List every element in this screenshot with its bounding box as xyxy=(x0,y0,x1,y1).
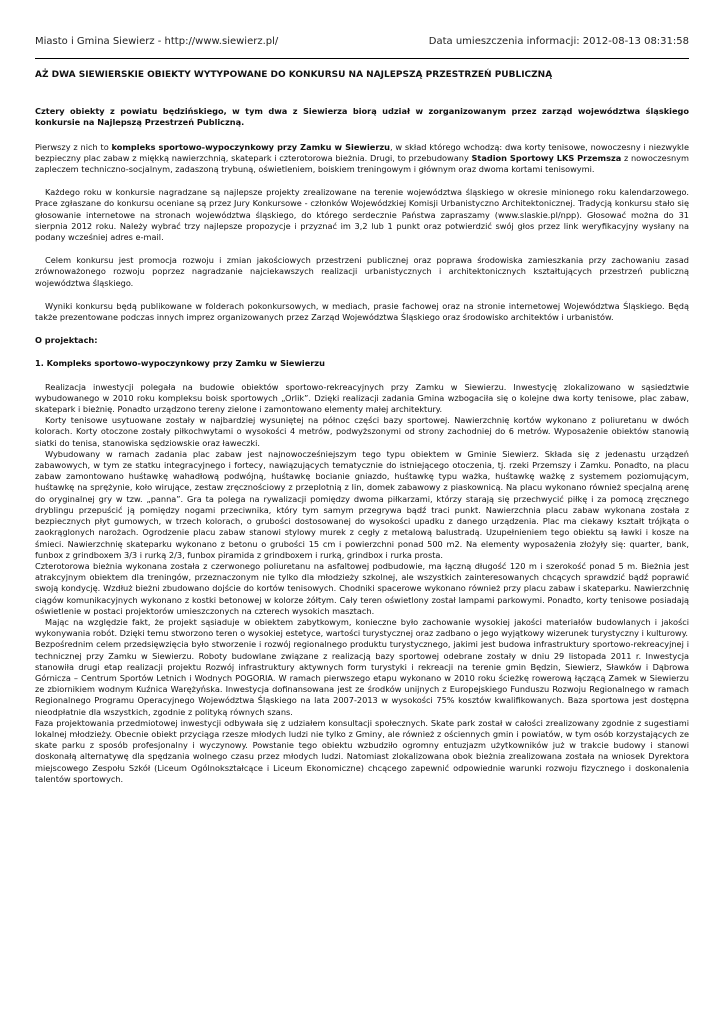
paragraph-3: Celem konkursu jest promocja rozwoju i zmian jakościowych przestrzeni publicznej oraz poprawa środowiska zamieszkania przy zachowaniu zasad zrównoważonego rozwoju poprzez nagradzanie najciekawszych realizacji urbanistycznych i architektonicznych kształtujących przestrzeń publiczną województwa śląskiego. xyxy=(35,255,689,288)
paragraph-1 xyxy=(35,142,689,176)
p1-bold-complex: kompleks sportowo-wypoczynkowy przy Zamku w Siewierzu xyxy=(111,141,390,152)
paragraph-4: Wyniki konkursu będą publikowane w folderach pokonkursowych, w mediach, prasie fachowej oraz na stronie internetowej Województwa Śląskiego. Będą także prezentowane podczas innych imprez organizowanych przez Zarząd Województwa Śląskiego oraz środowisko architektów i urbanistów. xyxy=(35,300,689,323)
project-1-paragraph: Bezpośrednim celem przedsięwzięcia było stworzenie i rozwój regionalnego produktu turystycznego, jakimi jest budowa infrastruktury sportowo-rekreacyjnej i technicznej przy Zamku w Siewierzu. Roboty budowlane związane z realizacją bazy sportowej odebrane zostały w dniu 29 listopada 2011 r. Inwestycja stanowiła drugi etap realizacji projektu Rozwój infrastruktury aktywnych form turystyki i rekreacji na terenie gmin Będzin, Siewierz, Sławków i Dąbrowa Górnicza – Centrum Sportów Letnich i Wodnych POGORIA. W ramach pierwszego etapu wykonano w 2010 roku ścieżkę rowerową łączącą Zamek w Siewierzu ze zbiornikiem wodnym Kuźnica Warężyńska. Inwestycja dofinansowana jest ze środków unijnych z Europejskiego Funduszu Rozwoju Regionalnego w ramach Regionalnego Programu Operacyjnego Województwa Śląskiego na lata 2007-2013 w wysokości 75% kosztów kwalifikowanych. Baza sportowa jest dostępna nieodpłatnie dla wszystkich, zgodnie z polityką równych szans. xyxy=(35,639,689,717)
source-url: Miasto i Gmina Siewierz - http://www.siewierz.pl/ xyxy=(35,36,279,47)
p1-text-a: Pierwszy z nich to xyxy=(35,141,112,152)
about-projects-heading: O projektach: xyxy=(35,335,98,346)
project-1-paragraph: Wybudowany w ramach zadania plac zabaw jest najnowocześniejszym tego typu obiektem w Gminie Siewierz. Składa się z jedenastu urządzeń zabawowych, w tym ze statku integracyjnego i fortecy, nawiązujących tematycznie do istniejącego otoczenia, tj. rzeki Przemszy i Zamku. Ponadto, na placu zabaw zamontowano huśtawkę wahadłową podwójną, huśtawkę bocianie gniazdo, huśtawkę typu ważka, huśtawkę ważkę z systemem poziomującym, huśtawkę na sprężynie, koło wirujące, zestaw zręcznościowy z przeplotnią z lin, domek zabawowy z piaskownicą. Na placu wykonano również specjalną arenę do oryginalnej gry w tzw. „panna”. Gra ta polega na rywalizacji pomiędzy dwoma piłkarzami, którzy starają się przechwycić piłkę i za pomocą zręcznego dryblingu przepuścić ją pomiędzy nogami przeciwnika, który tym samym przegrywa bądź traci punkt. Nawierzchnia placu zabaw wykonana została z bezpiecznych płyt gumowych, w trzech kolorach, o grubości dostosowanej do wysokości upadku z danego urządzenia. Plac ma ciekawy kształt trójkąta o zaokrąglonych narożach. Ogrodzenie placu zabaw stanowi stylowy murek z cegły z metalową balustradą. Uzupełnieniem tego obiektu są ławki i kosze na śmieci. Nawierzchnię skateparku wykonano z betonu o grubości 15 cm i powierzchni ponad 500 m2. Na elementy wyposażenia złożyły się: quarter, bank, funbox z grindboxem 3/3 i rurką 2/3, funbox piramida z grindboxem i rurką, grindbox i rurka prosta. xyxy=(35,448,689,560)
project-1-heading: 1. Kompleks sportowo-wypoczynkowy przy Zamku w Siewierzu xyxy=(35,358,325,369)
paragraph-2: Każdego roku w konkursie nagradzane są najlepsze projekty zrealizowane na terenie województwa śląskiego w okresie minionego roku kalendarzowego. Prace zgłaszane do konkursu oceniane są przez Jury Konkursowe - członków Wojewódzkiej Komisji Urbanistyczno Architektonicznej. Tradycją konkursu stało się głosowanie internetowe na stronach województwa śląskiego, do którego serdecznie Państwa zapraszamy (www.slaskie.pl/npp). Głosować można do 31 sierpnia 2012 roku. Należy wybrać trzy najlepsze propozycje i przyznać im 3,2 lub 1 punkt oraz potwierdzić swój głos przez link weryfikacyjny wysłany na podany wcześniej adres e-mail. xyxy=(35,187,689,243)
article-title: AŻ DWA SIEWIERSKIE OBIEKTY WYTYPOWANE DO KONKURSU NA NAJLEPSZĄ PRZESTRZEŃ PUBLICZNĄ xyxy=(35,70,553,80)
article-lead: Cztery obiekty z powiatu będzińskiego, w tym dwa z Siewierza biorą udział w zorganizowanym przez zarząd województwa śląskiego konkursie na Najlepszą Przestrzeń Publiczną. xyxy=(35,106,689,128)
page-header xyxy=(35,36,689,58)
p1-text-c: , w skład którego wchodzą: dwa korty tenisowe, nowoczesny i niezwykle bezpieczny plac zabaw z miękką nawierzchnią, skatepark i czterotorowa bieżnia. Drugi, to przebudowany xyxy=(35,141,689,163)
header-divider xyxy=(35,58,689,59)
project-1-paragraph: Realizacja inwestycji polegała na budowie obiektów sportowo-rekreacyjnych przy Zamku w Siewierzu. Inwestycję zlokalizowano w sąsiedztwie wybudowanego w 2010 roku kompleksu boisk sportowych „Orlik”. Dzięki realizacji zadania Gmina wzbogaciła się o kolejne dwa korty tenisowe, plac zabaw, skatepark i bieżnię. Ponadto urządzono tereny zielone i zamontowano elementy małej architektury. xyxy=(35,381,689,415)
project-1-paragraph: Faza projektowania przedmiotowej inwestycji odbywała się z udziałem konsultacji społecznych. Skate park został w całości zrealizowany zgodnie z sugestiami lokalnej młodzieży. Obecnie obiekt przyciąga rzesze młodych ludzi nie tylko z Gminy, ale również z ościennych gmin i powiatów, w tym osób korzystających ze skate parku z sposób profesjonalny i wyczynowy. Powstanie tego obiektu wzbudziło ogromny entuzjazm użytkowników już w trakcie budowy i stanowi doskonałą alternatywę dla spędzania wolnego czasu przez młodych ludzi. Natomiast zlokalizowana obok bieżnia zrealizowana została na wniosek Dyrektora miejscowego Zespołu Szkół (Liceum Ogólnokształcące i Liceum Ekonomiczne) chcącego zapewnić odpowiednie warunki rozwoju fizycznego i doskonalenia talentów sportowych. xyxy=(35,717,689,784)
article-body xyxy=(35,70,689,785)
project-1-paragraph: Mając na względzie fakt, że projekt sąsiaduje w obiektem zabytkowym, konieczne było zachowanie wysokiej jakości materiałów budowlanych i jakości wykonywania robót. Dzięki temu stworzono teren o wysokiej estetyce, wartości turystycznej oraz zadbano o jego wyjątkowy wizerunek turystyczny i kulturowy. xyxy=(35,616,689,639)
project-1-paragraph: Czterotorowa bieżnia wykonana została z czerwonego poliuretanu na asfaltowej podbudowie, ma łączną długość 120 m i szerokość ponad 5 m. Bieżnia jest atrakcyjnym obiektem dla treningów, przeznaczonym nie tylko dla młodzieży szkolnej, ale wszystkich zainteresowanych chcących sprawdzić bądź poprawić swoją kondycję. Wzdłuż bieżni zbudowano dojście do kortów tenisowych. Chodniki spacerowe wykonano również przy placu zabaw i skateparku. Nawierzchnię ciągów komunikacyjnych wykonano z kostki betonowej w kolorze żółtym. Cały teren oświetlony został lampami parkowymi. Ponadto, korty tenisowe posiadają oświetlenie w postaci projektorów umieszczonych na czterech wysokich masztach. xyxy=(35,560,689,616)
publication-date: Data umieszczenia informacji: 2012-08-13 08:31:58 xyxy=(428,36,689,47)
p1-bold-stadium: Stadion Sportowy LKS Przemsza xyxy=(471,152,622,163)
p1-text-e: z nowoczesnym zapleczem techniczno-socjalnym, zadaszoną trybuną, oświetleniem, boiskiem treningowym i głównym oraz dwoma kortami tenisowymi. xyxy=(35,152,689,175)
project-1-paragraph: Korty tenisowe usytuowane zostały w najbardziej wysuniętej na północ części bazy sportowej. Nawierzchnię kortów wykonano z poliuretanu w dwóch kolorach. Korty otoczone zostały piłkochwytami o wysokości 4 metrów, podwyższonymi od strony zachodniej do 6 metrów. Wyposażenie obiektów stanowią siatki do tenisa, stanowiska sędziowskie oraz ławeczki. xyxy=(35,415,689,448)
